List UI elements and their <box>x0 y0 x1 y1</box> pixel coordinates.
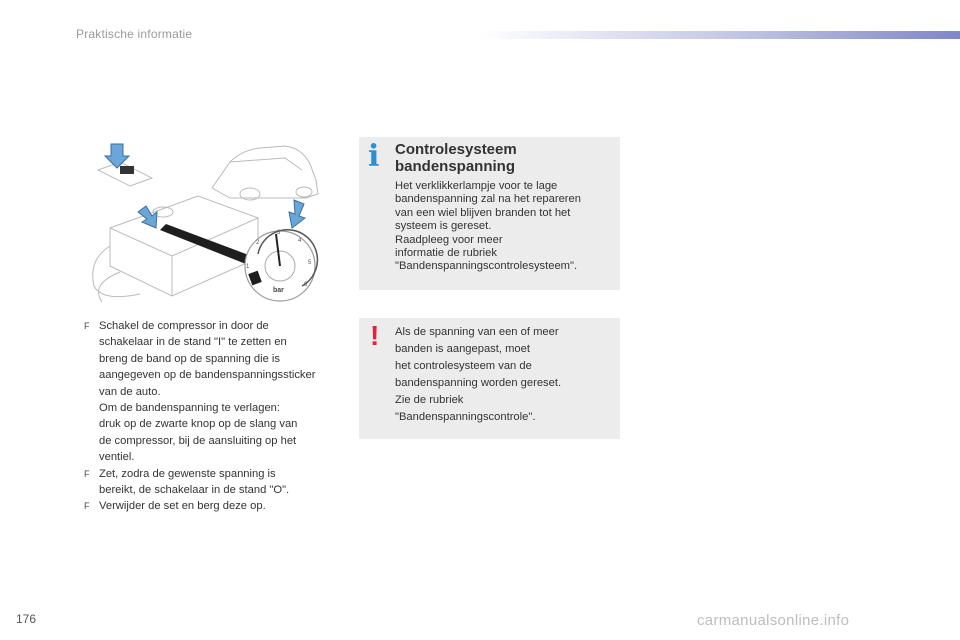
info-icon: i <box>368 139 380 174</box>
info-body: Het verklikkerlampje voor te lage bandenspanning zal na het repareren van een wiel blijven branden tot het systeem is gereset. Raadpleeg voor meer informatie de rubriek "Bandenspanningscontrolesysteem". <box>395 180 581 273</box>
step-text: Zet, zodra de gewenste spanning is bereikt, de schakelaar in de stand "O". <box>99 467 290 497</box>
gauge-tick: 1 <box>246 264 250 270</box>
gauge-tick: 5 <box>308 260 312 266</box>
arrow-gauge-icon <box>289 200 305 228</box>
gauge-tick: 4 <box>298 238 302 244</box>
gauge-tick: 3 <box>277 230 281 236</box>
compressor-illustration <box>80 136 342 304</box>
bullet-icon: F <box>84 321 90 331</box>
page-number: 176 <box>16 612 37 626</box>
instruction-steps <box>84 318 352 515</box>
warning-box <box>359 318 620 439</box>
gauge-tick: 6 <box>304 282 308 288</box>
info-box <box>359 137 620 290</box>
car-outline <box>212 146 318 198</box>
warning-icon: ! <box>370 320 380 351</box>
section-title: Praktische informatie <box>76 27 193 41</box>
step-text: Schakel de compressor in door de schakelaar in de stand "I" te zetten en breng de band op de spanning die is aangegeven op de bandenspanningssticker van de auto. Om de bandenspanning te verlagen: druk op de zwarte knop op de slang van de compressor, bij de aansluiting op het ventiel. <box>99 320 316 464</box>
warning-body: Als de spanning van een of meer banden is aangepast, moet het controlesysteem van de bandenspanning worden gereset. Zie de rubriek "Bandenspanningscontrole". <box>395 326 562 423</box>
header-gradient-bar <box>480 31 960 39</box>
step-text: Verwijder de set en berg deze op. <box>99 500 266 513</box>
pressure-gauge <box>245 230 317 301</box>
bullet-icon: F <box>84 501 90 512</box>
compressor-box <box>110 196 258 296</box>
list-item <box>84 318 352 466</box>
list-item <box>84 466 352 499</box>
list-item <box>84 498 352 514</box>
watermark: carmanualsonline.info <box>697 612 850 629</box>
gauge-tick: 2 <box>256 240 260 246</box>
hose <box>93 246 140 297</box>
gauge-unit: bar <box>273 287 284 294</box>
info-title: Controlesysteem bandenspanning <box>395 141 517 175</box>
bullet-icon: F <box>84 468 90 479</box>
